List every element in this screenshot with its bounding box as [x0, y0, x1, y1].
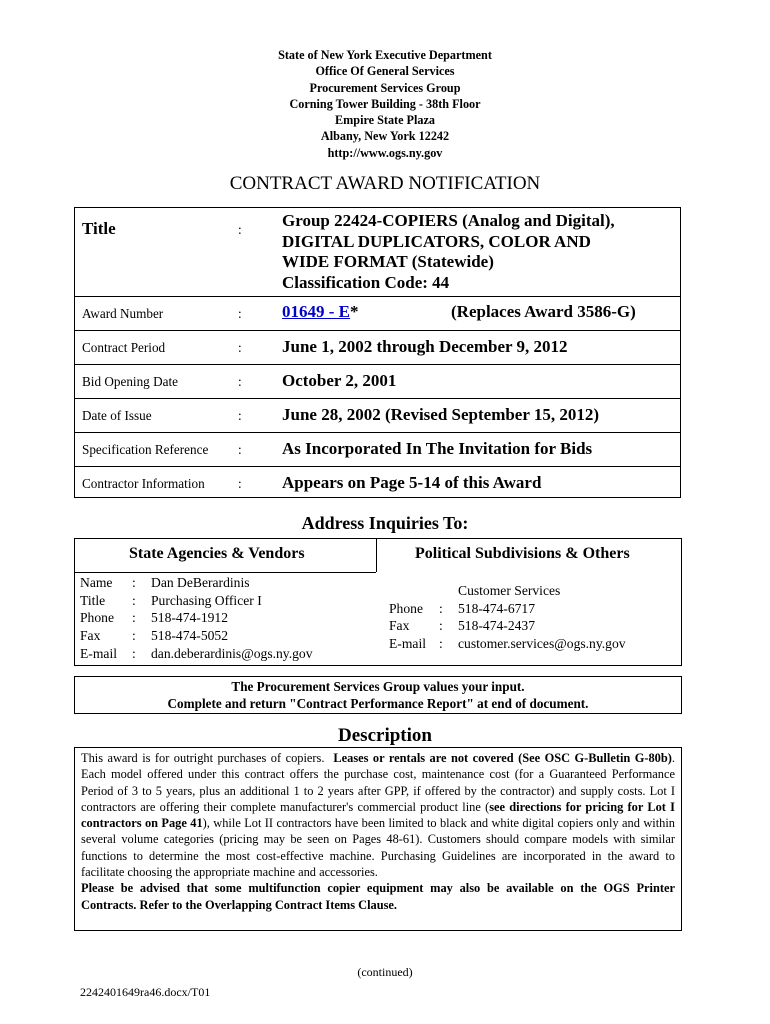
- fax-key: Fax: [80, 628, 101, 644]
- contact-phone: 518-474-1912: [151, 610, 229, 626]
- description-text-3: ), while Lot II contractors have been limited to black and white digital copiers only and within several volume categories (pricing may be seen on Pages 48-61). Customers should compare models with similar functions to determine the most cost-effective machine. Purchasing Guidelines are incorporated in the award to facilitate choosing the appropriate machine and accessories.: [81, 816, 675, 880]
- document-filename: 2242401649ra46.docx/T01: [80, 985, 211, 999]
- header-line-4: Corning Tower Building - 38th Floor: [289, 96, 481, 111]
- email-key: E-mail: [80, 645, 117, 661]
- email-key: E-mail: [389, 636, 426, 652]
- colon: :: [132, 592, 136, 608]
- feedback-box: [74, 676, 682, 714]
- bid-opening-label: Bid Opening Date: [82, 374, 178, 389]
- contract-period-value: June 1, 2002 through December 9, 2012: [282, 337, 568, 356]
- colon: :: [238, 408, 242, 423]
- colon: :: [132, 628, 136, 644]
- document-title: CONTRACT AWARD NOTIFICATION: [229, 173, 541, 194]
- classification-code: Classification Code: 44: [282, 272, 450, 292]
- title-key: Title: [80, 592, 106, 608]
- colon: :: [238, 476, 242, 491]
- description-heading: Description: [338, 725, 432, 746]
- contact-name: Dan DeBerardinis: [151, 575, 250, 590]
- agency-header: [0, 47, 770, 161]
- contact-fax: 518-474-5052: [151, 628, 229, 644]
- description-box: [74, 747, 682, 931]
- customer-email[interactable]: customer.services@ogs.ny.gov: [458, 636, 626, 652]
- fax-key: Fax: [389, 618, 410, 634]
- name-key: Name: [80, 575, 113, 590]
- award-number-row: [75, 297, 680, 331]
- customer-services-contact: [389, 582, 679, 662]
- header-line-5: Empire State Plaza: [335, 113, 435, 128]
- customer-phone: 518-474-6717: [458, 600, 536, 616]
- contractor-row: [75, 467, 680, 498]
- replaces-award: (Replaces Award 3586-G): [451, 302, 636, 321]
- leases-note: Leases or rentals are not covered (See OSC G-Bulletin G-80b): [333, 751, 672, 765]
- spec-ref-row: [75, 433, 680, 467]
- contractor-value: Appears on Page 5-14 of this Award: [282, 473, 542, 492]
- colon: :: [439, 600, 443, 616]
- contact-title: Purchasing Officer I: [151, 592, 262, 608]
- heading-underline: [75, 572, 376, 573]
- bid-opening-row: [75, 365, 680, 399]
- title-line-1: Group 22424-COPIERS (Analog and Digital),: [282, 211, 615, 230]
- date-issue-row: [75, 399, 680, 433]
- title-line-2: DIGITAL DUPLICATORS, COLOR AND: [282, 231, 591, 251]
- title-value: [282, 211, 615, 293]
- header-line-2: Office Of General Services: [315, 64, 455, 79]
- title-label: Title: [82, 219, 116, 238]
- description-text-2: . Each model offered under this contract offers the purchase cost, maintenance cost (for a Guaranteed Performance Period of 3 to 5 years, plus an additional 1 to 2 years after GPP, if offered by the contractor) and supply costs. Lot I contractors are offering their complete manufacturer's commercial product line (: [81, 751, 676, 814]
- description-text-1: This award is for outright purchases of copiers.: [81, 751, 325, 765]
- date-issue-label: Date of Issue: [82, 408, 152, 423]
- continued-label: (continued): [357, 965, 413, 979]
- spec-ref-value: As Incorporated In The Invitation for Bids: [282, 439, 593, 458]
- colon: :: [238, 222, 242, 237]
- contractor-label: Contractor Information: [82, 476, 205, 491]
- colon: :: [238, 306, 242, 321]
- spec-ref-label: Specification Reference: [82, 442, 209, 457]
- header-line-1: State of New York Executive Department: [278, 48, 492, 62]
- header-line-6: Albany, New York 12242: [320, 129, 450, 144]
- multifunction-note: Please be advised that some multifunction copier equipment may also be available on the OGS Printer Contracts. Refer to the Overlapping Contract Items Clause.: [81, 881, 675, 912]
- column-divider: [376, 539, 377, 572]
- award-table: [74, 207, 681, 498]
- colon: :: [132, 610, 136, 626]
- phone-key: Phone: [80, 610, 114, 626]
- colon: :: [238, 340, 242, 355]
- title-line-3: WIDE FORMAT (Statewide): [282, 252, 494, 271]
- contract-period-label: Contract Period: [82, 340, 166, 355]
- address-heading: Address Inquiries To:: [301, 513, 469, 533]
- phone-key: Phone: [389, 600, 423, 616]
- contract-period-row: [75, 331, 680, 365]
- award-number-label: Award Number: [82, 306, 164, 321]
- political-subdivisions-heading: Political Subdivisions & Others: [415, 545, 630, 562]
- award-number-star: *: [350, 302, 359, 321]
- customer-services-title: Customer Services: [458, 583, 561, 598]
- colon: :: [238, 374, 242, 389]
- colon: :: [132, 575, 136, 590]
- header-line-3: Procurement Services Group: [309, 80, 461, 95]
- colon: :: [238, 442, 242, 457]
- colon: :: [439, 636, 443, 652]
- colon: :: [132, 645, 136, 661]
- colon: :: [439, 618, 443, 634]
- title-row: [75, 208, 680, 297]
- award-number-value: [282, 302, 359, 322]
- feedback-line-1: The Procurement Services Group values your input.: [231, 679, 525, 694]
- date-issue-value: June 28, 2002 (Revised September 15, 2012): [282, 405, 599, 424]
- feedback-line-2: Complete and return "Contract Performance Report" at end of document.: [167, 696, 589, 711]
- customer-fax: 518-474-2437: [458, 618, 536, 634]
- award-number-link[interactable]: 01649 - E: [282, 302, 350, 321]
- lot-one-pricing-note: see directions for pricing for Lot I contractors on Page 41: [81, 799, 675, 831]
- header-website: http://www.ogs.ny.gov: [327, 145, 443, 160]
- address-box: [74, 538, 682, 666]
- state-agencies-heading: State Agencies & Vendors: [129, 545, 305, 562]
- state-agencies-contact: [80, 574, 376, 664]
- contact-email[interactable]: dan.deberardinis@ogs.ny.gov: [151, 645, 313, 661]
- bid-opening-value: October 2, 2001: [282, 371, 397, 390]
